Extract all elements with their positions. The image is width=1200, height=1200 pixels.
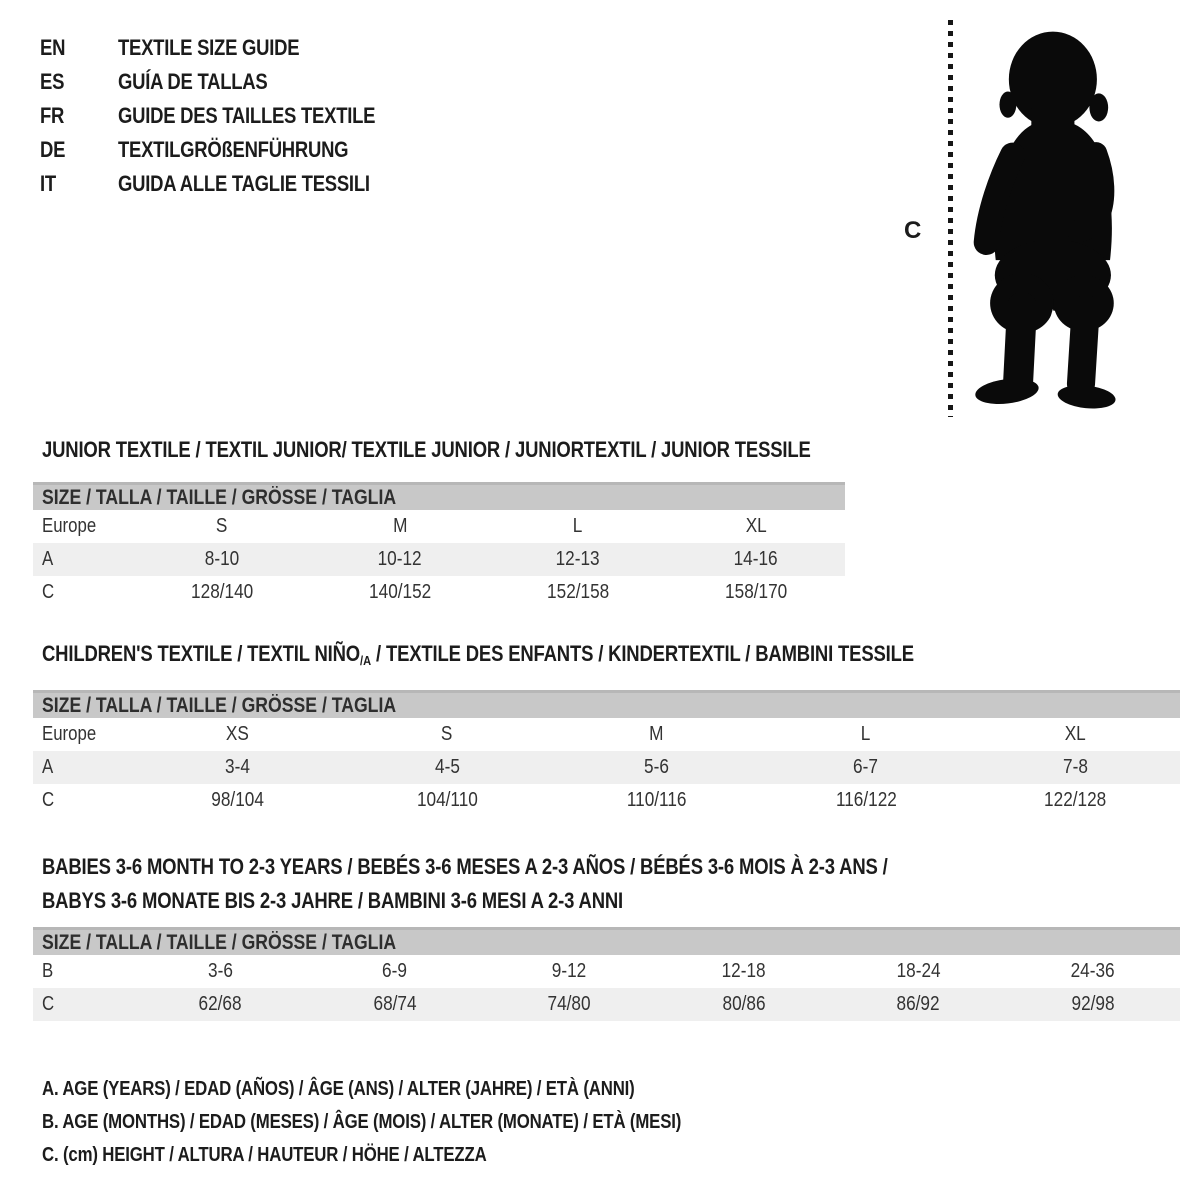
ear-right — [1089, 93, 1108, 121]
children-size-table — [33, 690, 1180, 817]
row-label: A — [42, 548, 54, 570]
table-cell: M — [392, 515, 408, 537]
row-label: C — [42, 789, 55, 811]
table-cell: 3-4 — [225, 756, 251, 778]
junior-size-table — [33, 482, 845, 609]
table-row — [33, 988, 1180, 1021]
table-row — [33, 718, 1180, 751]
table-cell: S — [441, 723, 453, 745]
babies-table-rows — [33, 955, 1180, 1021]
table-row — [33, 751, 1180, 784]
table-cell: 4-5 — [434, 756, 460, 778]
table-cell: XL — [1064, 723, 1086, 745]
size-header-band: SIZE / TALLA / TAILLE / GRÖSSE / TAGLIA — [33, 482, 845, 510]
table-row — [33, 510, 845, 543]
table-cell: 7-8 — [1062, 756, 1088, 778]
language-row-de — [40, 133, 424, 167]
table-cell: XL — [745, 515, 767, 537]
junior-section-title: JUNIOR TEXTILE / TEXTIL JUNIOR/ TEXTILE JUNIOR / JUNIORTEXTIL / JUNIOR TESSILE — [42, 437, 811, 462]
table-cell: 122/128 — [1044, 789, 1107, 811]
table-cell: 3-6 — [207, 960, 233, 982]
table-row — [33, 543, 845, 576]
table-cell: S — [216, 515, 228, 537]
row-label: B — [42, 960, 54, 982]
table-cell: 10-12 — [378, 548, 422, 570]
table-cell: 14-16 — [734, 548, 778, 570]
table-cell: 6-9 — [382, 960, 408, 982]
table-cell: M — [649, 723, 664, 745]
language-title: GUIDE DES TAILLES TEXTILE — [118, 103, 376, 128]
language-code: FR — [40, 103, 65, 128]
language-row-es — [40, 65, 424, 99]
language-title-list — [40, 31, 424, 201]
table-cell: 98/104 — [211, 789, 264, 811]
language-row-it — [40, 167, 424, 201]
table-cell: 110/116 — [626, 789, 687, 811]
table-row — [33, 576, 845, 609]
legend-line-a: A. AGE (YEARS) / EDAD (AÑOS) / ÂGE (ANS) / ALTER (JAHRE) / ETÀ (ANNI) — [42, 1078, 635, 1100]
babies-section-title: BABIES 3-6 MONTH TO 2-3 YEARS / BEBÉS 3-6 MESES A 2-3 AÑOS / BÉBÉS 3-6 MOIS À 2-3 ANS / BABYS 3-6 MONATE BIS 2-3 JAHRE / BAMBINI 3-6 MESI A 2-3 ANNI — [42, 854, 888, 913]
table-cell: 158/170 — [724, 581, 788, 603]
row-label: C — [42, 581, 55, 603]
language-code: IT — [40, 171, 56, 196]
table-cell: L — [861, 723, 871, 745]
junior-table-rows — [33, 510, 845, 609]
language-title: TEXTILE SIZE GUIDE — [118, 35, 300, 60]
legend-line-b: B. AGE (MONTHS) / EDAD (MESES) / ÂGE (MOIS) / ALTER (MONATE) / ETÀ (MESI) — [42, 1111, 682, 1133]
legend-line-c: C. (cm) HEIGHT / ALTURA / HAUTEUR / HÖHE / ALTEZZA — [42, 1144, 487, 1166]
toddler-silhouette-image — [962, 14, 1140, 422]
language-title: TEXTILGRÖßENFÜHRUNG — [118, 137, 349, 162]
measure-legend — [42, 1073, 803, 1172]
table-cell: L — [573, 515, 583, 537]
language-code: ES — [40, 69, 65, 94]
table-cell: 12-13 — [556, 548, 600, 570]
language-code: DE — [40, 137, 66, 162]
table-cell: 86/92 — [896, 993, 940, 1015]
table-cell: 140/152 — [368, 581, 432, 603]
table-cell: XS — [226, 723, 250, 745]
height-measure-label: C — [904, 217, 922, 244]
table-cell: 24-36 — [1070, 960, 1115, 982]
table-cell: 9-12 — [552, 960, 587, 982]
table-cell: 74/80 — [547, 993, 591, 1015]
height-measure-dashed-line — [948, 20, 953, 417]
table-row — [33, 955, 1180, 988]
language-title: GUÍA DE TALLAS — [118, 69, 268, 94]
table-cell: 128/140 — [190, 581, 254, 603]
table-row — [33, 784, 1180, 817]
ear-left — [999, 92, 1016, 118]
babies-size-table — [33, 927, 1180, 1021]
table-cell: 80/86 — [722, 993, 766, 1015]
row-label: C — [42, 993, 55, 1015]
nino-a-subscript: /A — [359, 653, 372, 668]
table-cell: 6-7 — [853, 756, 879, 778]
children-table-rows — [33, 718, 1180, 817]
size-header-band: SIZE / TALLA / TAILLE / GRÖSSE / TAGLIA — [33, 927, 1180, 955]
language-code: EN — [40, 35, 66, 60]
table-cell: 152/158 — [546, 581, 610, 603]
children-section-title: CHILDREN'S TEXTILE / TEXTIL NIÑO/A / TEXTILE DES ENFANTS / KINDERTEXTIL / BAMBINI TESSILE — [42, 641, 914, 668]
language-title: GUIDA ALLE TAGLIE TESSILI — [118, 171, 370, 196]
row-label: A — [42, 756, 54, 778]
language-row-fr — [40, 99, 424, 133]
table-cell: 68/74 — [373, 993, 417, 1015]
table-cell: 12-18 — [721, 960, 766, 982]
table-cell: 92/98 — [1071, 993, 1115, 1015]
table-cell: 116/122 — [835, 789, 897, 811]
table-cell: 5-6 — [644, 756, 669, 778]
table-cell: 104/110 — [416, 789, 478, 811]
language-row-en — [40, 31, 424, 65]
size-header-band: SIZE / TALLA / TAILLE / GRÖSSE / TAGLIA — [33, 690, 1180, 718]
row-label: Europe — [42, 723, 97, 745]
row-label: Europe — [42, 515, 97, 537]
table-cell: 8-10 — [204, 548, 240, 570]
table-cell: 62/68 — [198, 993, 242, 1015]
table-cell: 18-24 — [896, 960, 941, 982]
